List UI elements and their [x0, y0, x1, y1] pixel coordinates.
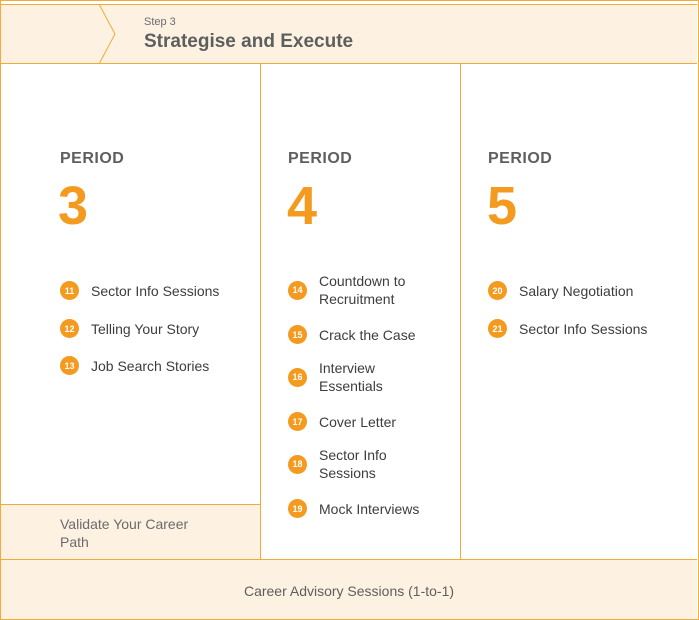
career-advisory-footer — [1, 559, 697, 619]
session-title: Telling Your Story — [91, 320, 200, 337]
session-title: Cover Letter — [319, 413, 397, 430]
session-item — [288, 446, 399, 482]
step-title: Strategise and Execute — [144, 31, 354, 52]
period-column-3 — [1, 64, 260, 559]
session-item — [488, 319, 647, 338]
chevron-arrow-icon — [91, 4, 121, 64]
session-title: Salary Negotiation — [519, 282, 634, 299]
step-label: Step 3 — [144, 16, 176, 28]
session-item — [288, 412, 396, 431]
session-number-badge: 14 — [288, 281, 307, 300]
session-title: Crack the Case — [319, 326, 416, 343]
session-title: Countdown to Recruitment — [319, 273, 406, 307]
session-item — [488, 281, 633, 300]
session-item — [60, 319, 199, 338]
session-item — [288, 499, 419, 518]
validate-career-path-text: Validate Your Career Path — [60, 516, 189, 550]
session-number-badge: 16 — [288, 368, 307, 387]
session-number-badge: 20 — [488, 281, 507, 300]
session-item — [288, 325, 415, 344]
session-title: Sector Info Sessions — [519, 320, 648, 337]
session-title: Mock Interviews — [319, 500, 420, 517]
session-number-badge: 15 — [288, 325, 307, 344]
period-label: PERIOD — [488, 150, 553, 167]
session-number-badge: 18 — [288, 455, 307, 474]
session-item — [60, 281, 219, 300]
period-number: 4 — [287, 176, 318, 236]
session-number-badge: 12 — [60, 319, 79, 338]
session-item — [288, 272, 429, 308]
session-number-badge: 19 — [288, 499, 307, 518]
session-number-badge: 11 — [60, 281, 79, 300]
period-column-5 — [460, 64, 698, 559]
session-title: Sector Info Sessions — [91, 282, 220, 299]
period-number: 5 — [487, 176, 518, 236]
period-label: PERIOD — [288, 150, 353, 167]
validate-career-path-box — [1, 504, 260, 560]
footer-text: Career Advisory Sessions (1-to-1) — [243, 583, 455, 599]
session-item — [288, 359, 399, 395]
session-title: Sector Info Sessions — [319, 447, 387, 481]
session-number-badge: 13 — [60, 356, 79, 375]
session-title: Interview Essentials — [319, 360, 383, 394]
period-label: PERIOD — [60, 150, 125, 167]
session-number-badge: 17 — [288, 412, 307, 431]
period-column-4 — [260, 64, 461, 559]
period-number: 3 — [58, 176, 89, 236]
session-item — [60, 356, 209, 375]
session-number-badge: 21 — [488, 319, 507, 338]
step-header — [1, 4, 697, 64]
session-title: Job Search Stories — [91, 357, 210, 374]
